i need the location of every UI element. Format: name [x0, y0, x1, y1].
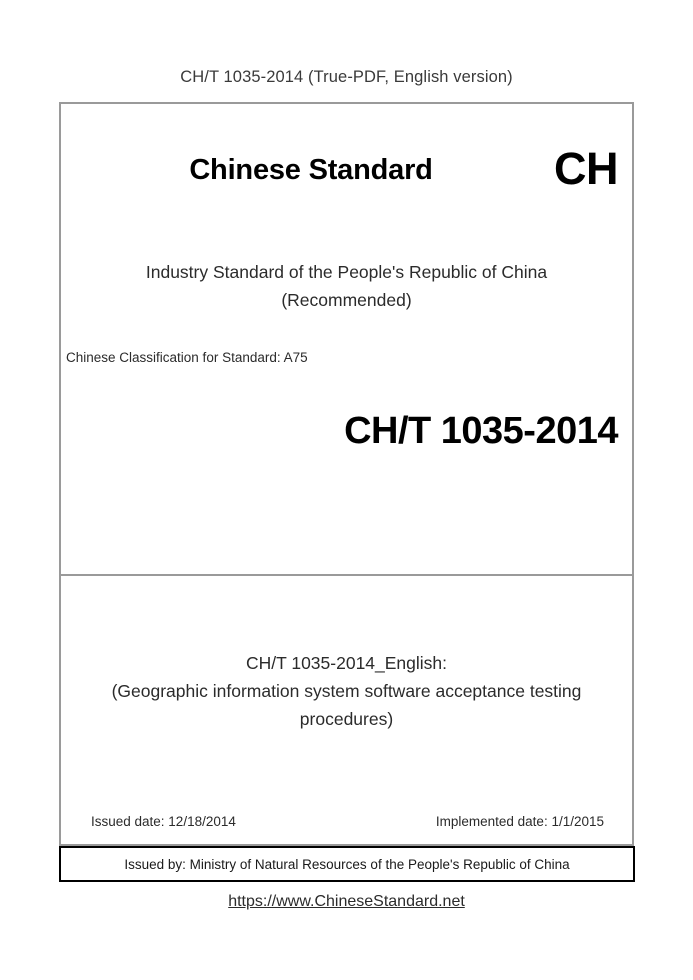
- footer-url-link[interactable]: https://www.ChineseStandard.net: [228, 893, 465, 910]
- page-title: Chinese Standard: [189, 154, 433, 186]
- english-title-block: [65, 649, 628, 733]
- cover-upper-section: [61, 104, 632, 576]
- industry-standard-line-1: Industry Standard of the People's Republic of China: [145, 262, 548, 282]
- english-title-line-1: CH/T 1035-2014_English:: [245, 653, 448, 673]
- cover-title-row: [61, 143, 632, 206]
- issued-by-text: Issued by: Ministry of Natural Resources of the People's Republic of China: [124, 856, 570, 872]
- issued-by-bar: [59, 846, 635, 882]
- cover-lower-section: [61, 576, 632, 844]
- document-header-title: CH/T 1035-2014 (True-PDF, English version): [180, 68, 513, 86]
- standard-number: CH/T 1035-2014: [344, 410, 618, 452]
- issued-date: Issued date: 12/18/2014: [91, 814, 236, 829]
- dates-row: [61, 814, 632, 834]
- classification-code: Chinese Classification for Standard: A75: [66, 350, 308, 365]
- english-title-line-2: (Geographic information system software acceptance testing: [111, 681, 582, 701]
- english-title-line-3: procedures): [299, 709, 394, 729]
- industry-standard-line-2: (Recommended): [281, 290, 412, 311]
- ch-logo: CH: [554, 143, 618, 194]
- implemented-date: Implemented date: 1/1/2015: [435, 814, 604, 829]
- industry-standard-subtitle: [61, 258, 632, 315]
- standard-cover-card: [59, 102, 634, 846]
